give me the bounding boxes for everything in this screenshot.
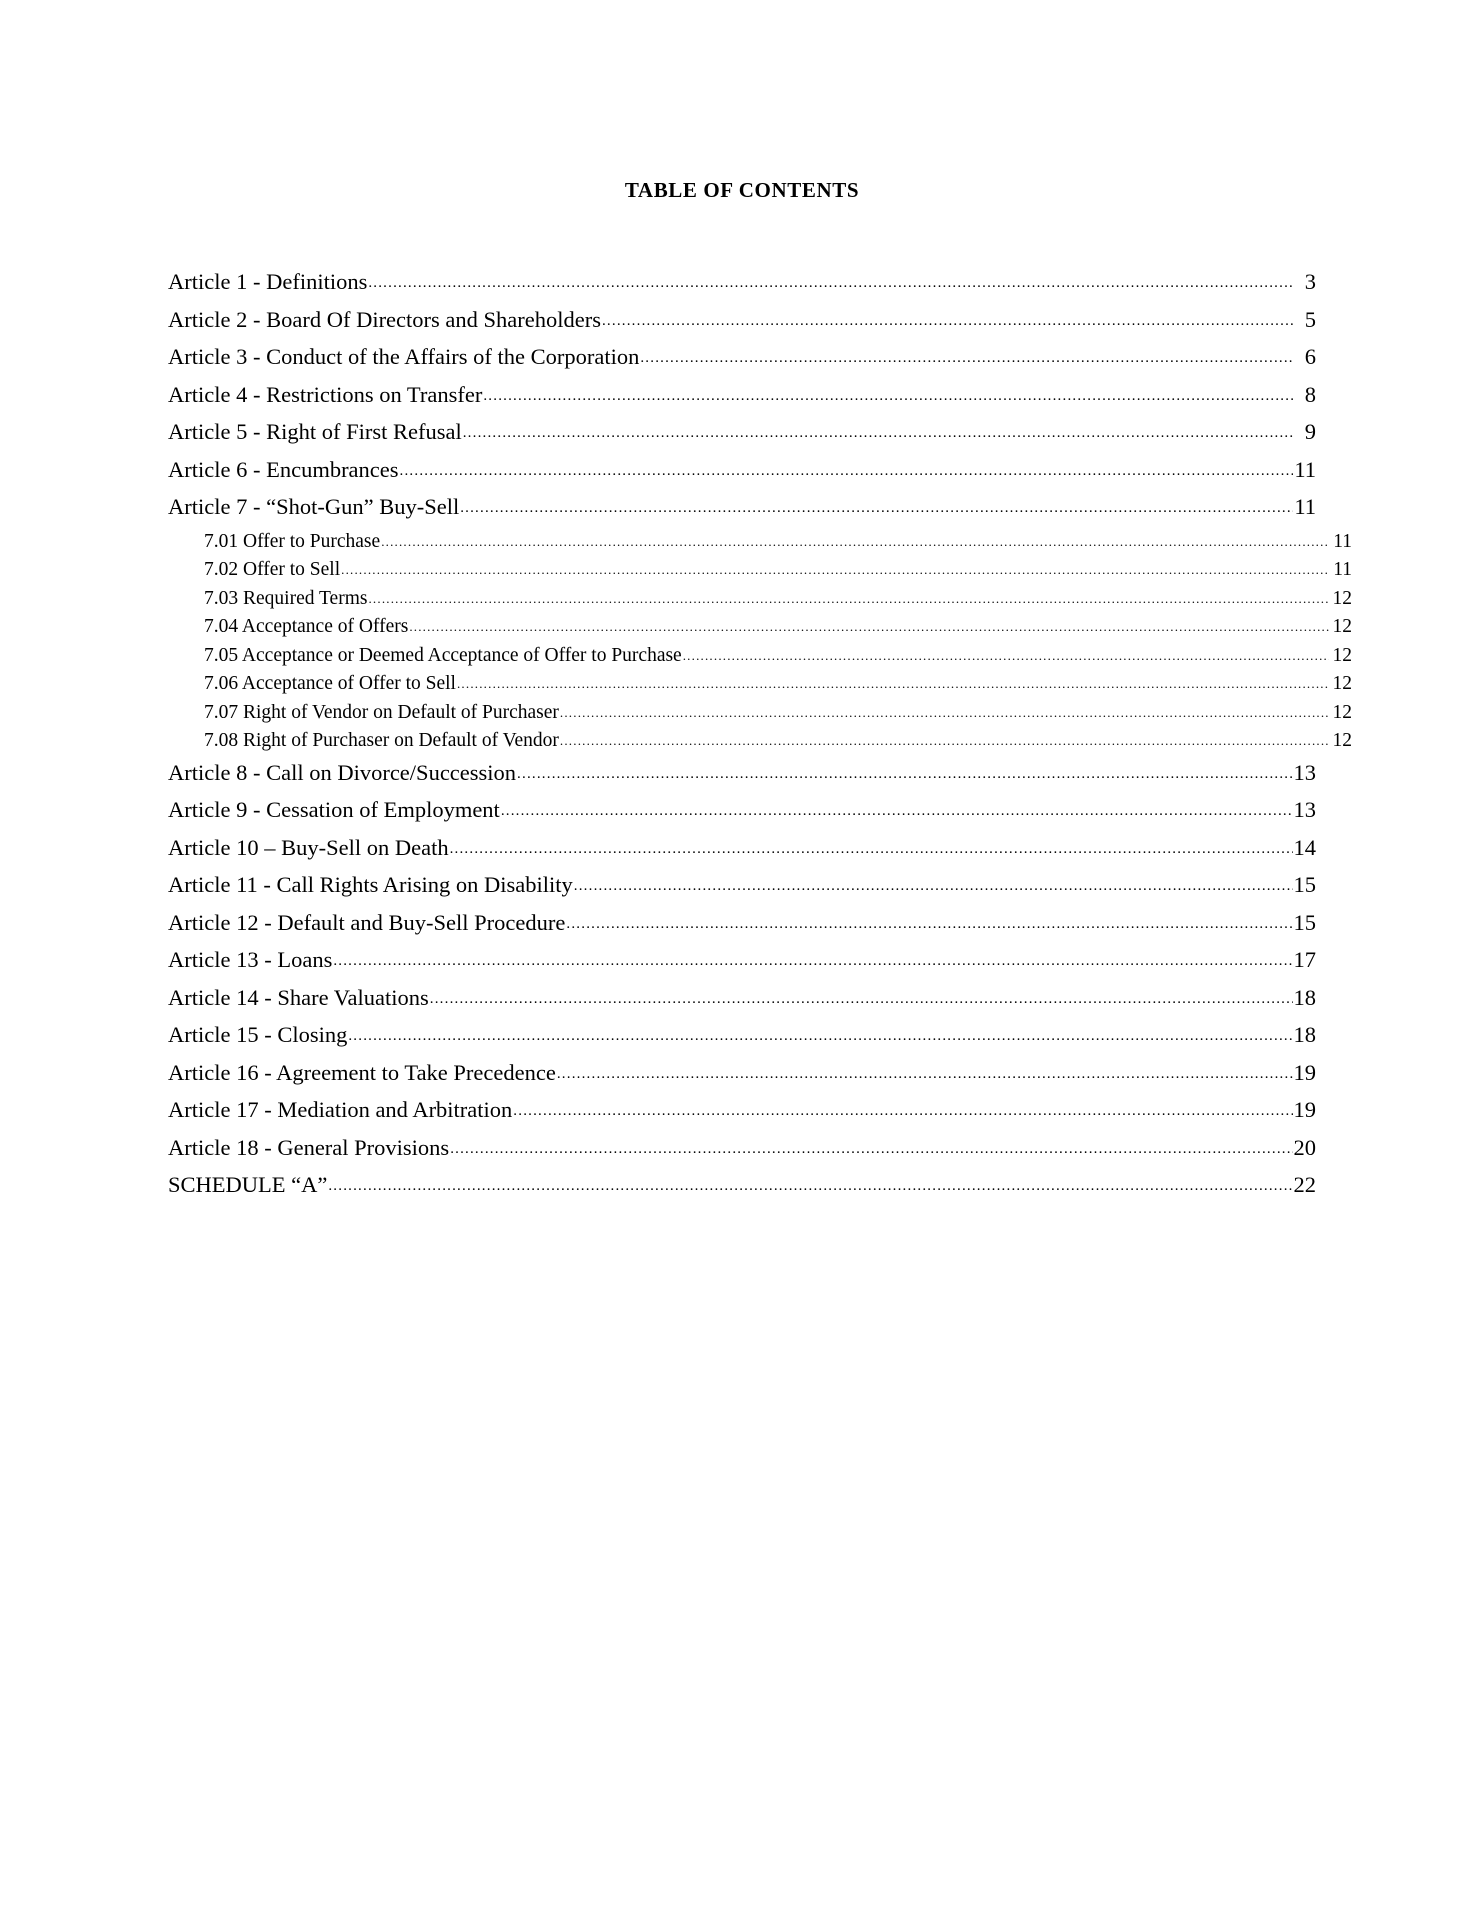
toc-leader-dots <box>368 267 1293 301</box>
toc-leader-dots <box>460 492 1293 526</box>
toc-entry-page-number: 15 <box>1293 872 1316 897</box>
toc-entry[interactable] <box>168 906 1316 944</box>
toc-entry[interactable] <box>168 490 1316 528</box>
toc-entry-label: Article 13 - Loans <box>168 947 333 972</box>
toc-entry-page-number: 17 <box>1293 947 1316 972</box>
toc-entry-label: 7.06 Acceptance of Offer to Sell <box>204 673 456 694</box>
toc-entry[interactable] <box>168 831 1316 869</box>
toc-entry-page-number: 12 <box>1332 644 1352 666</box>
toc-entry[interactable] <box>168 642 1352 671</box>
toc-entry-label: Article 9 - Cessation of Employment <box>168 797 500 822</box>
toc-leader-dots <box>450 1133 1292 1167</box>
toc-entry-page-number: 20 <box>1293 1134 1316 1160</box>
toc-entry[interactable] <box>168 1056 1316 1094</box>
toc-leader-dots <box>348 1020 1292 1054</box>
toc-leader-dots <box>483 380 1293 414</box>
toc-entry-page-number: 3 <box>1304 269 1316 294</box>
toc-entry[interactable] <box>168 1093 1316 1131</box>
toc-entry-page-number: 13 <box>1293 759 1316 785</box>
toc-entry-page-number: 19 <box>1293 1097 1316 1122</box>
toc-entry-page-number: 11 <box>1333 559 1352 580</box>
toc-entry[interactable] <box>168 868 1316 906</box>
toc-leader-dots <box>400 455 1293 489</box>
toc-entry[interactable] <box>168 1018 1316 1056</box>
toc-entry-page-number: 14 <box>1293 834 1316 860</box>
toc-entry-label: 7.05 Acceptance or Deemed Acceptance of Offer to Purchase <box>204 644 682 666</box>
toc-entry-label: Article 2 - Board Of Directors and Shareholders <box>168 306 601 332</box>
toc-entry-label: 7.07 Right of Vendor on Default of Purchaser <box>204 701 559 723</box>
toc-entry-label: Article 17 - Mediation and Arbitration <box>168 1097 513 1122</box>
toc-entry-page-number: 15 <box>1293 909 1316 935</box>
toc-entry[interactable] <box>168 699 1352 728</box>
toc-entry-label: SCHEDULE “A” <box>168 1172 328 1197</box>
toc-entry-page-number: 11 <box>1294 456 1316 482</box>
toc-entry[interactable] <box>168 727 1352 756</box>
toc-entry-label: Article 8 - Call on Divorce/Succession <box>168 759 517 785</box>
toc-leader-dots <box>513 1095 1292 1129</box>
toc-entry-page-number: 12 <box>1332 673 1352 694</box>
toc-leader-dots <box>450 833 1293 867</box>
toc-entry-label: Article 1 - Definitions <box>168 269 368 294</box>
toc-entry[interactable] <box>168 528 1352 557</box>
toc-entry-page-number: 9 <box>1304 419 1316 444</box>
toc-leader-dots <box>409 613 1329 641</box>
toc-entry-label: 7.03 Required Terms <box>204 587 368 609</box>
toc-entry[interactable] <box>168 670 1352 699</box>
toc-entry-label: Article 12 - Default and Buy-Sell Procedure <box>168 909 566 935</box>
toc-entry-page-number: 22 <box>1293 1172 1316 1197</box>
toc-leader-dots <box>501 795 1293 829</box>
toc-entry-label: Article 6 - Encumbrances <box>168 456 399 482</box>
toc-leader-dots <box>381 528 1329 556</box>
toc-leader-dots <box>517 758 1292 792</box>
page-content <box>168 178 1352 1206</box>
toc-entry-label: Article 15 - Closing <box>168 1022 348 1047</box>
toc-entry-page-number: 12 <box>1332 587 1352 609</box>
toc-entry-label: Article 11 - Call Rights Arising on Disability <box>168 872 573 897</box>
toc-entry[interactable] <box>168 265 1316 303</box>
toc-leader-dots <box>566 908 1292 942</box>
toc-entry-label: 7.04 Acceptance of Offers <box>204 616 409 637</box>
toc-leader-dots <box>463 417 1293 451</box>
toc-leader-dots <box>333 945 1292 979</box>
toc-entry[interactable] <box>168 613 1352 642</box>
toc-entry-label: Article 3 - Conduct of the Affairs of the Corporation <box>168 344 640 369</box>
toc-entry[interactable] <box>168 793 1316 831</box>
toc-entry-label: Article 5 - Right of First Refusal <box>168 419 462 444</box>
toc-entry[interactable] <box>168 1168 1316 1206</box>
toc-entry-page-number: 12 <box>1332 701 1352 723</box>
toc-entry-page-number: 13 <box>1293 797 1316 822</box>
toc-entry[interactable] <box>168 943 1316 981</box>
toc-leader-dots <box>457 670 1329 698</box>
toc-leader-dots <box>368 585 1329 613</box>
toc-entry-label: Article 4 - Restrictions on Transfer <box>168 381 483 407</box>
toc-entry-label: Article 16 - Agreement to Take Precedence <box>168 1059 556 1085</box>
toc-entry-label: Article 7 - “Shot-Gun” Buy-Sell <box>168 494 460 519</box>
toc-entry[interactable] <box>168 303 1316 341</box>
toc-entry[interactable] <box>168 585 1352 614</box>
toc-entry[interactable] <box>168 1131 1316 1169</box>
toc-leader-dots <box>574 870 1293 904</box>
toc-entry-page-number: 18 <box>1293 984 1316 1010</box>
toc-entry-label: Article 18 - General Provisions <box>168 1134 450 1160</box>
toc-leader-dots <box>430 983 1293 1017</box>
toc-entry-page-number: 12 <box>1332 616 1352 637</box>
toc-entry-label: Article 14 - Share Valuations <box>168 984 429 1010</box>
toc-entry-label: 7.02 Offer to Sell <box>204 559 341 580</box>
toc-leader-dots <box>602 305 1293 339</box>
toc-entry[interactable] <box>168 415 1316 453</box>
toc-leader-dots <box>560 727 1329 755</box>
toc-entry-page-number: 6 <box>1304 344 1316 369</box>
toc-entry-page-number: 12 <box>1332 730 1352 751</box>
toc-entry[interactable] <box>168 981 1316 1019</box>
toc-entry-label: Article 10 – Buy-Sell on Death <box>168 834 449 860</box>
toc-entry-page-number: 19 <box>1293 1059 1316 1085</box>
table-of-contents <box>168 265 1352 1206</box>
toc-entry-page-number: 11 <box>1333 530 1352 552</box>
toc-leader-dots <box>328 1170 1292 1204</box>
toc-entry-page-number: 18 <box>1293 1022 1316 1047</box>
toc-leader-dots <box>341 556 1329 584</box>
toc-entry-page-number: 5 <box>1304 306 1316 332</box>
toc-leader-dots <box>683 642 1329 670</box>
toc-entry[interactable] <box>168 756 1316 794</box>
toc-entry[interactable] <box>168 340 1316 378</box>
page-title: TABLE OF CONTENTS <box>624 178 860 202</box>
toc-entry-page-number: 11 <box>1294 494 1316 519</box>
toc-leader-dots <box>560 699 1329 727</box>
toc-entry-page-number: 8 <box>1304 381 1316 407</box>
toc-entry-label: 7.01 Offer to Purchase <box>204 530 381 552</box>
toc-entry[interactable] <box>168 556 1352 585</box>
toc-leader-dots <box>557 1058 1293 1092</box>
toc-entry[interactable] <box>168 453 1316 491</box>
toc-entry-label: 7.08 Right of Purchaser on Default of Vendor <box>204 730 559 751</box>
toc-leader-dots <box>640 342 1293 376</box>
toc-entry[interactable] <box>168 378 1316 416</box>
